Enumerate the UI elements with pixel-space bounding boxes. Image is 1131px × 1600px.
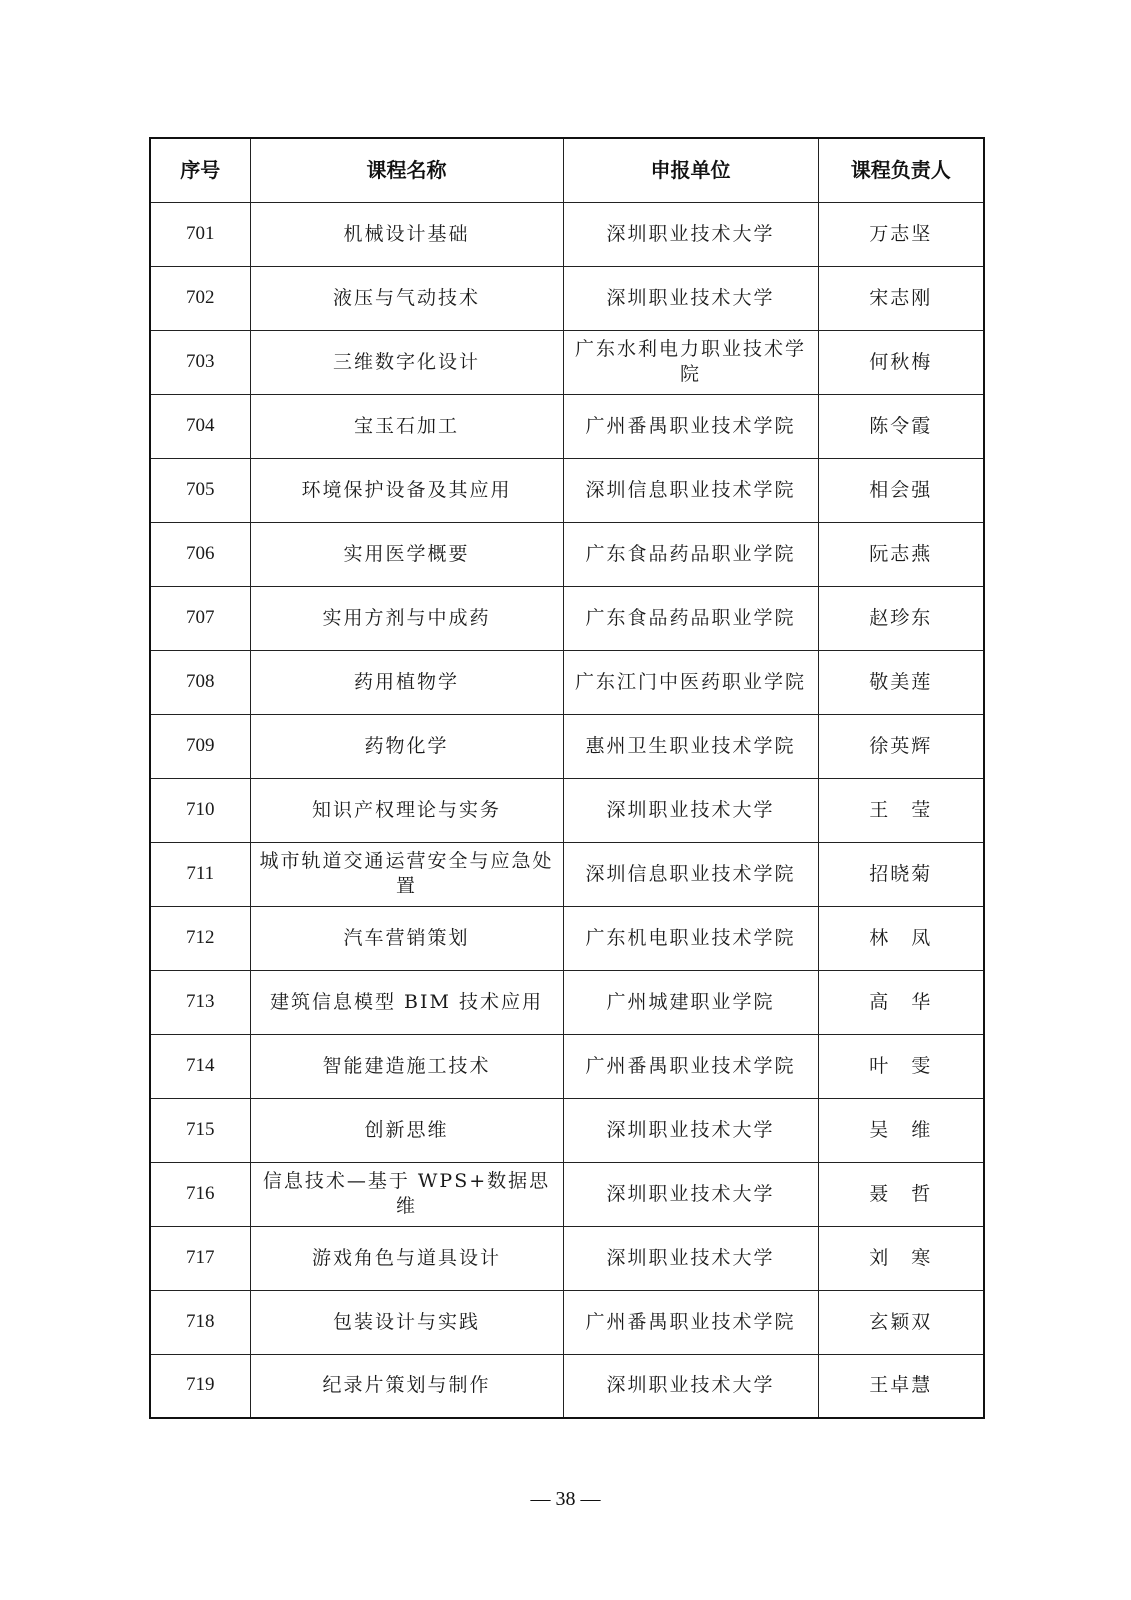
cell-course-name: 药物化学: [250, 714, 563, 778]
cell-course-lead: 招晓菊: [818, 842, 984, 906]
table-row: [150, 586, 984, 650]
table-row: [150, 714, 984, 778]
cell-applying-unit: 广东食品药品职业学院: [563, 586, 818, 650]
cell-course-name: 智能建造施工技术: [250, 1034, 563, 1098]
cell-applying-unit: 广东水利电力职业技术学院: [563, 330, 818, 394]
cell-applying-unit: 广东江门中医药职业学院: [563, 650, 818, 714]
cell-course-lead: 阮志燕: [818, 522, 984, 586]
cell-course-lead: 赵珍东: [818, 586, 984, 650]
table-row: [150, 266, 984, 330]
cell-serial-number: 714: [150, 1034, 250, 1098]
cell-serial-number: 705: [150, 458, 250, 522]
cell-serial-number: 719: [150, 1354, 250, 1418]
table-row: [150, 778, 984, 842]
cell-applying-unit: 广州番禺职业技术学院: [563, 1034, 818, 1098]
table-row: [150, 394, 984, 458]
table-row: [150, 1162, 984, 1226]
cell-applying-unit: 深圳职业技术大学: [563, 1098, 818, 1162]
cell-course-lead: 吴 维: [818, 1098, 984, 1162]
cell-course-lead: 王 莹: [818, 778, 984, 842]
table-row: [150, 650, 984, 714]
cell-course-name: 汽车营销策划: [250, 906, 563, 970]
table-row: [150, 1226, 984, 1290]
cell-course-name: 实用方剂与中成药: [250, 586, 563, 650]
header-serial-number: 序号: [150, 138, 250, 202]
cell-applying-unit: 广州番禺职业技术学院: [563, 1290, 818, 1354]
cell-course-lead: 王卓慧: [818, 1354, 984, 1418]
cell-applying-unit: 深圳职业技术大学: [563, 778, 818, 842]
table-row: [150, 202, 984, 266]
cell-applying-unit: 深圳职业技术大学: [563, 266, 818, 330]
cell-serial-number: 712: [150, 906, 250, 970]
cell-course-name: 机械设计基础: [250, 202, 563, 266]
table-header-row: [150, 138, 984, 202]
table-row: [150, 970, 984, 1034]
cell-serial-number: 717: [150, 1226, 250, 1290]
table-row: [150, 1098, 984, 1162]
cell-course-lead: 徐英辉: [818, 714, 984, 778]
course-table: [149, 137, 985, 1419]
cell-serial-number: 706: [150, 522, 250, 586]
cell-course-name: 信息技术—基于 WPS+数据思维: [250, 1162, 563, 1226]
table-row: [150, 522, 984, 586]
table-row: [150, 330, 984, 394]
page-number: — 38 —: [530, 1488, 601, 1510]
cell-serial-number: 710: [150, 778, 250, 842]
cell-serial-number: 709: [150, 714, 250, 778]
cell-applying-unit: 广州城建职业学院: [563, 970, 818, 1034]
table-row: [150, 906, 984, 970]
table-row: [150, 842, 984, 906]
cell-course-lead: 陈令霞: [818, 394, 984, 458]
table-row: [150, 1354, 984, 1418]
cell-course-name: 实用医学概要: [250, 522, 563, 586]
cell-course-name: 建筑信息模型 BIM 技术应用: [250, 970, 563, 1034]
cell-applying-unit: 广东食品药品职业学院: [563, 522, 818, 586]
cell-serial-number: 711: [150, 842, 250, 906]
cell-course-name: 城市轨道交通运营安全与应急处置: [250, 842, 563, 906]
cell-serial-number: 701: [150, 202, 250, 266]
cell-applying-unit: 深圳职业技术大学: [563, 1354, 818, 1418]
cell-course-lead: 相会强: [818, 458, 984, 522]
cell-applying-unit: 深圳职业技术大学: [563, 1226, 818, 1290]
cell-course-name: 知识产权理论与实务: [250, 778, 563, 842]
cell-course-name: 宝玉石加工: [250, 394, 563, 458]
cell-course-lead: 敬美莲: [818, 650, 984, 714]
cell-applying-unit: 深圳职业技术大学: [563, 202, 818, 266]
cell-course-lead: 林 凤: [818, 906, 984, 970]
cell-serial-number: 713: [150, 970, 250, 1034]
table-row: [150, 458, 984, 522]
cell-serial-number: 715: [150, 1098, 250, 1162]
cell-serial-number: 716: [150, 1162, 250, 1226]
table-body: [150, 202, 984, 1418]
cell-course-name: 液压与气动技术: [250, 266, 563, 330]
cell-course-lead: 宋志刚: [818, 266, 984, 330]
cell-course-lead: 高 华: [818, 970, 984, 1034]
cell-applying-unit: 深圳职业技术大学: [563, 1162, 818, 1226]
cell-course-name: 药用植物学: [250, 650, 563, 714]
cell-serial-number: 704: [150, 394, 250, 458]
header-course-lead: 课程负责人: [818, 138, 984, 202]
header-course-name: 课程名称: [250, 138, 563, 202]
cell-course-name: 包装设计与实践: [250, 1290, 563, 1354]
cell-course-lead: 叶 雯: [818, 1034, 984, 1098]
cell-serial-number: 703: [150, 330, 250, 394]
header-applying-unit: 申报单位: [563, 138, 818, 202]
cell-course-name: 游戏角色与道具设计: [250, 1226, 563, 1290]
cell-serial-number: 707: [150, 586, 250, 650]
cell-course-name: 创新思维: [250, 1098, 563, 1162]
cell-applying-unit: 广东机电职业技术学院: [563, 906, 818, 970]
cell-course-name: 纪录片策划与制作: [250, 1354, 563, 1418]
cell-serial-number: 718: [150, 1290, 250, 1354]
cell-serial-number: 708: [150, 650, 250, 714]
cell-course-lead: 万志坚: [818, 202, 984, 266]
table-row: [150, 1034, 984, 1098]
cell-applying-unit: 广州番禺职业技术学院: [563, 394, 818, 458]
cell-course-lead: 玄颖双: [818, 1290, 984, 1354]
cell-course-lead: 刘 寒: [818, 1226, 984, 1290]
cell-course-lead: 何秋梅: [818, 330, 984, 394]
cell-applying-unit: 深圳信息职业技术学院: [563, 842, 818, 906]
cell-course-name: 三维数字化设计: [250, 330, 563, 394]
cell-applying-unit: 惠州卫生职业技术学院: [563, 714, 818, 778]
cell-course-name: 环境保护设备及其应用: [250, 458, 563, 522]
table-row: [150, 1290, 984, 1354]
cell-course-lead: 聂 哲: [818, 1162, 984, 1226]
cell-applying-unit: 深圳信息职业技术学院: [563, 458, 818, 522]
cell-serial-number: 702: [150, 266, 250, 330]
